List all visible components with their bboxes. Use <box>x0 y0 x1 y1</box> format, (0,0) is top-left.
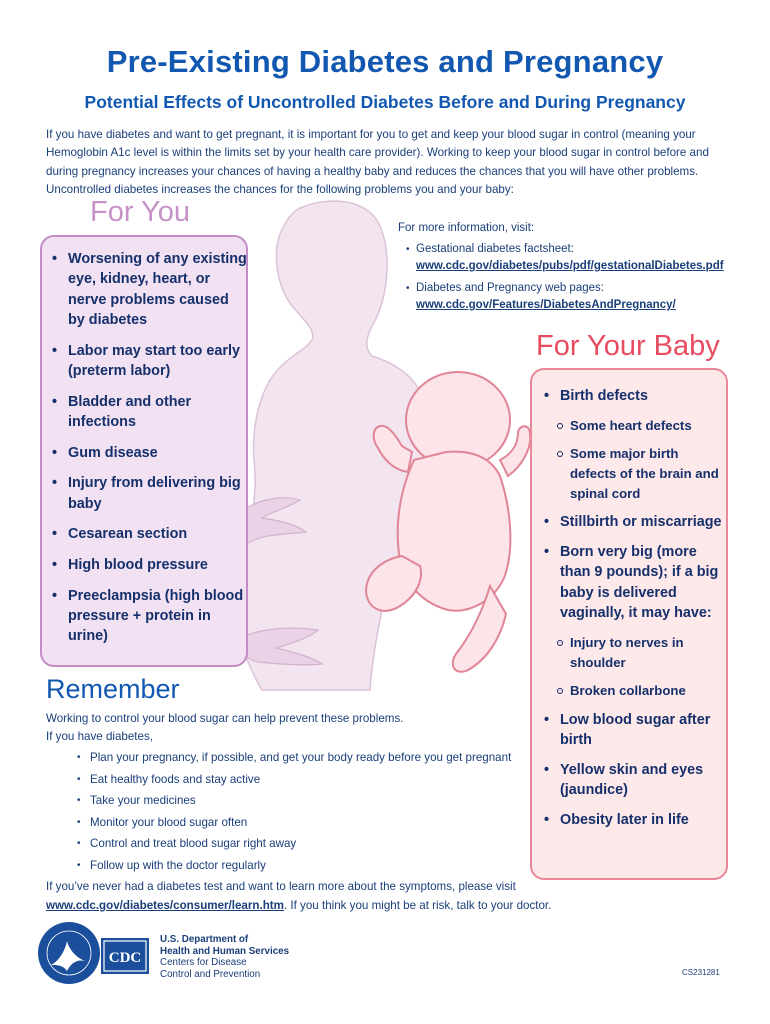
intro-paragraph: If you have diabetes and want to get pregnant, it is important for you to get and keep your blood sugar in control (meaning your Hemoglobin A1c level is within the limits set by your health care provider). Working to keep your blood sugar in control before and during pregnancy increases your chances of having a healthy baby and reduces the chances that you will have other problems. Uncontrolled diabetes increases the chances for the following problems you and your baby: <box>46 128 709 196</box>
more-info-text: • Diabetes and Pregnancy web pages: <box>416 282 604 294</box>
closing-paragraph <box>46 877 606 915</box>
list-item: • Bladder and other infections <box>48 392 248 433</box>
cdc-logo-text: CDC <box>108 950 142 966</box>
diabetes-pregnancy-link[interactable]: www.cdc.gov/Features/DiabetesAndPregnancy/ <box>416 299 676 311</box>
list-item: • Labor may start too early (preterm labor) <box>48 341 248 382</box>
more-info-item <box>398 241 748 275</box>
cdc-line: Centers for Disease <box>160 957 247 968</box>
page-title: Pre-Existing Diabetes and Pregnancy <box>106 44 664 79</box>
remember-intro-line: If you have diabetes, <box>46 729 153 743</box>
list-item: • Low blood sugar after birth <box>540 710 726 751</box>
list-item: • Follow up with the doctor regularly <box>74 858 534 880</box>
list-item: • Stillbirth or miscarriage <box>540 512 726 532</box>
list-item: • High blood pressure <box>48 555 248 575</box>
list-item: • Preeclampsia (high blood pressure + protein in urine) <box>48 586 248 647</box>
remember-list <box>74 750 534 879</box>
sub-list-item: Injury to nerves in shoulder <box>540 633 726 672</box>
more-info-label: For more information, visit: <box>398 222 535 234</box>
list-item: • Cesarean section <box>48 524 248 544</box>
list-item: • Take your medicines <box>74 793 534 815</box>
for-baby-list <box>540 386 726 840</box>
remember-intro-line: Working to control your blood sugar can help prevent these problems. <box>46 712 404 725</box>
list-item: • Injury from delivering big baby <box>48 473 248 514</box>
for-you-list <box>48 249 248 657</box>
cdc-logo-icon <box>101 938 149 974</box>
list-item: • Born very big (more than 9 pounds); if a big baby is delivered vaginally, it may have: <box>540 542 726 623</box>
list-item: • Birth defects <box>540 386 726 406</box>
list-item: • Eat healthy foods and stay active <box>74 772 534 794</box>
gestational-factsheet-link[interactable]: www.cdc.gov/diabetes/pubs/pdf/gestationalDiabetes.pdf <box>416 260 724 272</box>
remember-intro <box>46 710 516 745</box>
cdc-line: Control and Prevention <box>160 968 261 980</box>
page-subtitle: Potential Effects of Uncontrolled Diabetes Before and During Pregnancy <box>84 92 686 112</box>
footer-organization <box>160 934 289 980</box>
closing-text: . If you think you might be at risk, talk to your doctor. <box>283 899 552 912</box>
list-item: • Monitor your blood sugar often <box>74 815 534 837</box>
list-item: • Obesity later in life <box>540 810 726 830</box>
more-info-section <box>398 222 748 319</box>
sub-list-item: Some major birth defects of the brain and spinal cord <box>540 444 726 503</box>
list-item: • Plan your pregnancy, if possible, and get your body ready before you get pregnant <box>74 750 534 772</box>
closing-text: If you’ve never had a diabetes test and want to learn more about the symptoms, please visit <box>46 880 516 893</box>
list-item: • Worsening of any existing eye, kidney, heart, or nerve problems caused by diabetes <box>48 249 248 330</box>
dept-line: U.S. Department of <box>160 934 249 945</box>
more-info-text: • Gestational diabetes factsheet: <box>416 243 574 255</box>
for-you-heading: For You <box>90 196 190 228</box>
more-info-item <box>398 280 748 314</box>
for-baby-heading: For Your Baby <box>536 330 720 362</box>
list-item: • Gum disease <box>48 443 248 463</box>
hhs-seal-icon <box>37 921 101 985</box>
list-item: • Control and treat blood sugar right away <box>74 836 534 858</box>
dept-line: Health and Human Services <box>160 945 290 957</box>
learn-more-link[interactable]: www.cdc.gov/diabetes/consumer/learn.htm <box>46 899 284 912</box>
sub-list-item: Broken collarbone <box>540 681 726 701</box>
document-code: CS231281 <box>682 968 720 977</box>
sub-list-item: Some heart defects <box>540 416 726 436</box>
list-item: • Yellow skin and eyes (jaundice) <box>540 760 726 801</box>
remember-heading: Remember <box>46 674 180 704</box>
